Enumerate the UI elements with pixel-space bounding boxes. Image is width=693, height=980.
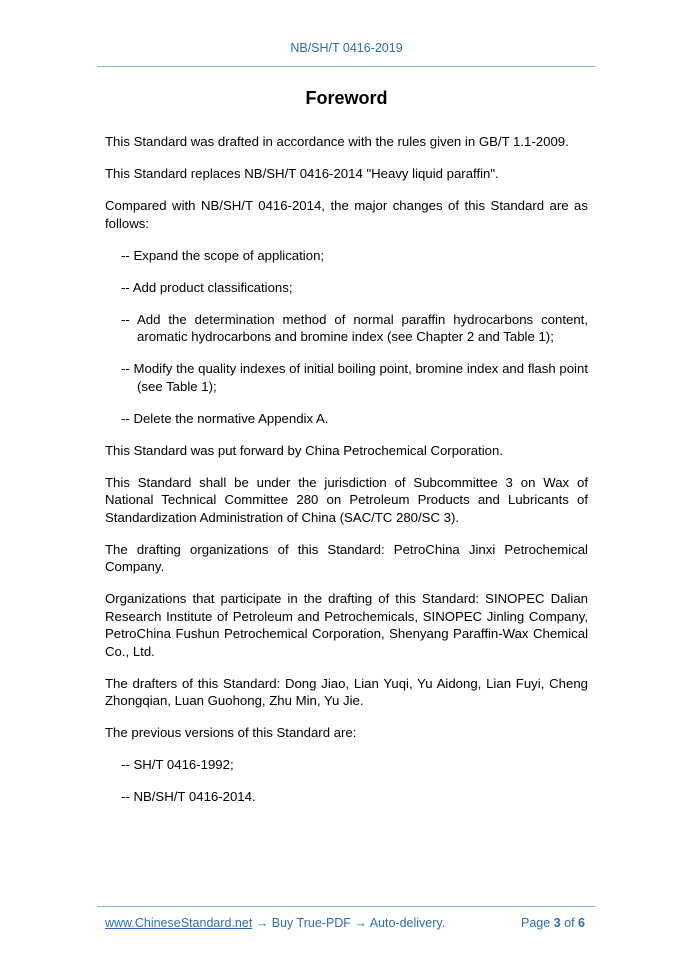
page-header: NB/SH/T 0416-2019 [290,41,403,55]
paragraph-drafting-organizations: The drafting organizations of this Standard: PetroChina Jinxi Petrochemical Company. [105,541,588,574]
footer-divider [97,906,595,907]
page-label: Page [521,916,551,930]
paragraph-drafting-rules: This Standard was drafted in accordance with the rules given in GB/T 1.1-2009. [105,134,569,149]
list-item: -- Add the determination method of normal paraffin hydrocarbons content, aromatic hydrocarbons and bromine index (see Chapter 2 and Table 1); [121,311,588,344]
list-item: -- Modify the quality indexes of initial boiling point, bromine index and flash point (see Table 1); [121,361,588,394]
site-link[interactable]: www.ChineseStandard.net [105,916,253,930]
page-footer [105,916,585,930]
page-indicator [521,916,585,930]
list-item: -- SH/T 0416-1992; [121,757,234,772]
list-item: -- Delete the normative Appendix A. [121,410,329,426]
paragraph-put-forward: This Standard was put forward by China Petrochemical Corporation. [105,442,504,458]
paragraph-drafters: The drafters of this Standard: Dong Jiao, Lian Yuqi, Yu Aidong, Lian Fuyi, Cheng Zhongqian, Luan Guohong, Zhu Min, Yu Jie. [105,675,588,708]
page-title: Foreword [305,88,388,108]
page-of: of [564,916,575,930]
list-item: -- NB/SH/T 0416-2014. [121,789,256,804]
list-item: -- Expand the scope of application; [121,247,325,263]
page-total: 6 [578,916,585,930]
page-current: 3 [553,916,561,930]
header-divider [97,66,595,67]
promo-text: → Buy True-PDF → Auto-delivery. [252,916,446,930]
paragraph-replaces: This Standard replaces NB/SH/T 0416-2014 "Heavy liquid paraffin". [105,166,499,181]
footer-promo [105,916,445,930]
paragraph-participating-organizations: Organizations that participate in the drafting of this Standard: SINOPEC Dalian Research Institute of Petroleum and Petrochemicals, SINOPEC Jinling Company, PetroChina Fushun Petrochemical Corporation, Shenyang Paraffin-Wax Chemical Co., Ltd. [105,591,588,659]
paragraph-previous-versions: The previous versions of this Standard are: [105,725,357,740]
list-item: -- Add product classifications; [121,279,293,295]
paragraph-jurisdiction: This Standard shall be under the jurisdiction of Subcommittee 3 on Wax of National Technical Committee 280 on Petroleum Products and Lubricants of Standardization Administration of China (SAC/TC 280/SC 3). [105,474,588,525]
paragraph-major-changes: Compared with NB/SH/T 0416-2014, the major changes of this Standard are as follows: [105,198,588,231]
document-body [105,133,588,820]
